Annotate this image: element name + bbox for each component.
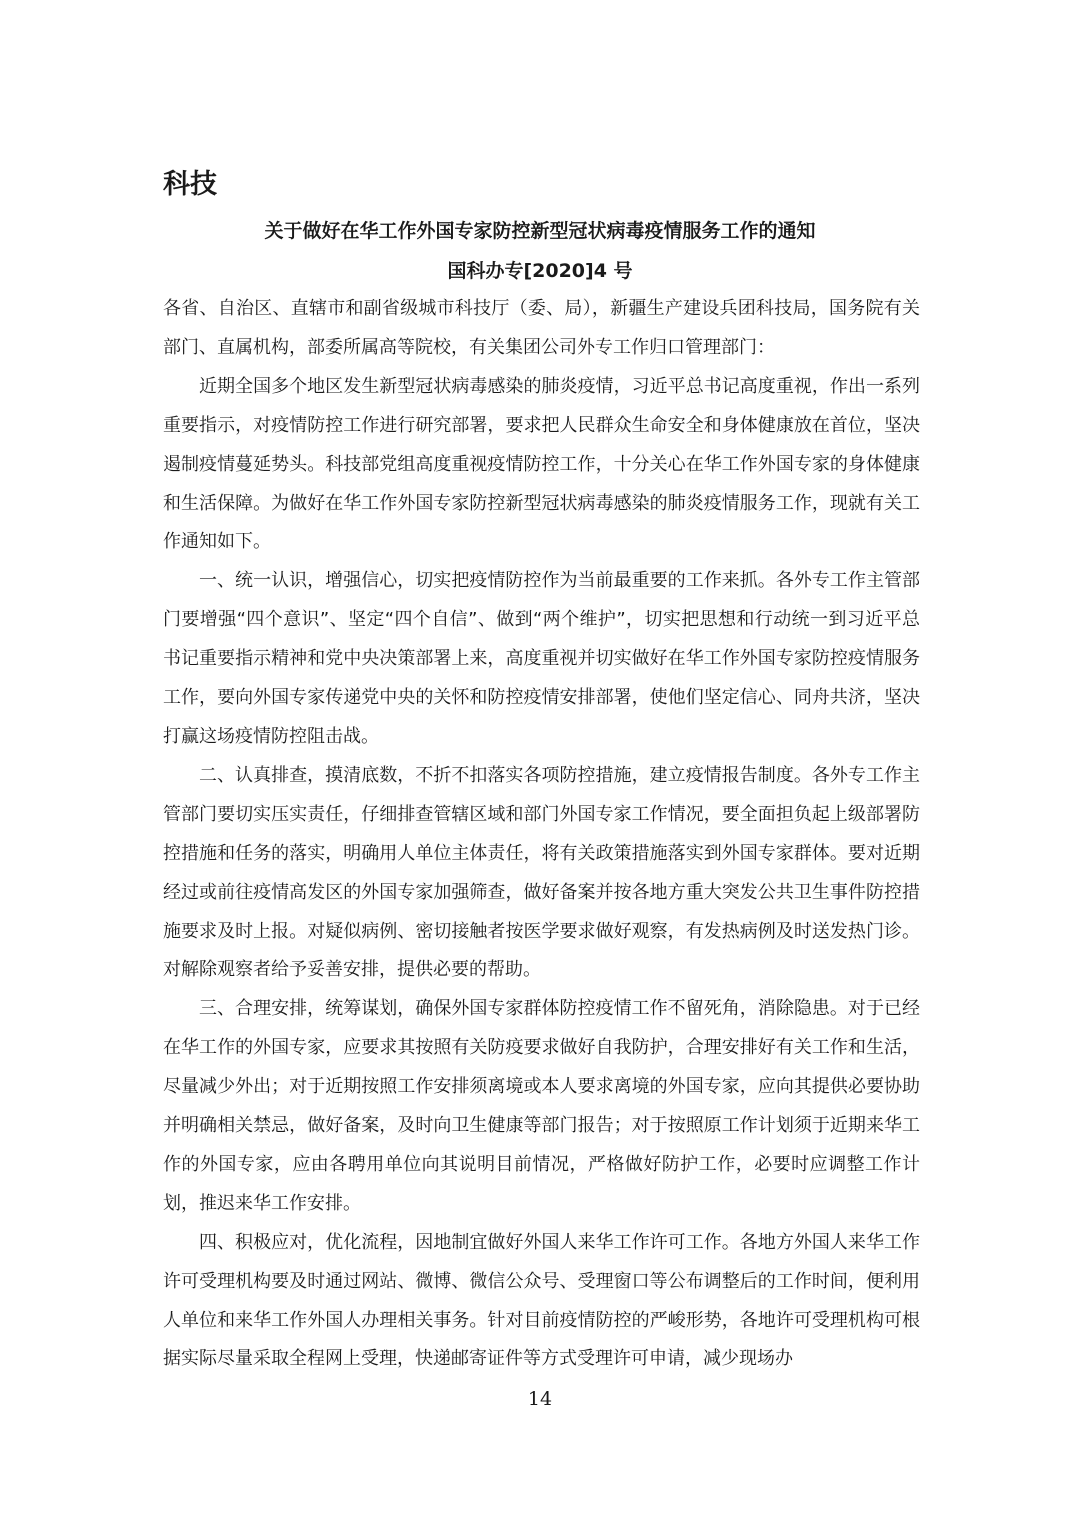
paragraph-item-2: 二、认真排查，摸清底数，不折不扣落实各项防控措施，建立疫情报告制度。各外专工作主管部门要切实压实责任，仔细排查管辖区域和部门外国专家工作情况，要全面担负起上级部署防控措施和任务的落实，明确用人单位主体责任，将有关政策措施落实到外国专家群体。要对近期经过或前往疫情高发区的外国专家加强筛查，做好备案并按各地方重大突发公共卫生事件防控措施要求及时上报。对疑似病例、密切接触者按医学要求做好观察，有发热病例及时送发热门诊。对解除观察者给予妥善安排，提供必要的帮助。 (163, 764, 920, 981)
paragraph-item-4: 四、积极应对，优化流程，因地制宜做好外国人来华工作许可工作。各地方外国人来华工作许可受理机构要及时通过网站、微博、微信公众号、受理窗口等公布调整后的工作时间，便利用人单位和来华工作外国人办理相关事务。针对目前疫情防控的严峻形势，各地许可受理机构可根据实际尽量采取全程网上受理，快递邮寄证件等方式受理许可申请，减少现场办 (163, 1231, 920, 1370)
document-number: 国科办专[2020]4 号 (447, 260, 633, 282)
section-title: 科技 (163, 169, 217, 200)
document-title: 关于做好在华工作外国专家防控新型冠状病毒疫情服务工作的通知 (264, 220, 816, 242)
salutation: 各省、自治区、直辖市和副省级城市科技厅（委、局），新疆生产建设兵团科技局，国务院有关部门、直属机构，部委所属高等院校，有关集团公司外专工作归口管理部门： (163, 298, 920, 358)
document-body (163, 290, 920, 1379)
page-number: 14 (527, 1388, 553, 1410)
paragraph-item-1: 一、统一认识，增强信心，切实把疫情防控作为当前最重要的工作来抓。各外专工作主管部门要增强“四个意识”、坚定“四个自信”、做到“两个维护”，切实把思想和行动统一到习近平总书记重要指示精神和党中央决策部署上来，高度重视并切实做好在华工作外国专家防控疫情服务工作，要向外国专家传递党中央的关怀和防控疫情安排部署，使他们坚定信心、同舟共济，坚决打赢这场疫情防控阻击战。 (163, 570, 920, 747)
paragraph-item-3: 三、合理安排，统筹谋划，确保外国专家群体防控疫情工作不留死角，消除隐患。对于已经在华工作的外国专家，应要求其按照有关防疫要求做好自我防护，合理安排好有关工作和生活，尽量减少外出；对于近期按照工作安排须离境或本人要求离境的外国专家，应向其提供必要协助并明确相关禁忌，做好备案，及时向卫生健康等部门报告；对于按照原工作计划须于近期来华工作的外国专家，应由各聘用单位向其说明目前情况，严格做好防护工作，必要时应调整工作计划，推迟来华工作安排。 (163, 998, 920, 1214)
paragraph-intro: 近期全国多个地区发生新型冠状病毒感染的肺炎疫情，习近平总书记高度重视，作出一系列重要指示，对疫情防控工作进行研究部署，要求把人民群众生命安全和身体健康放在首位，坚决遏制疫情蔓延势头。科技部党组高度重视疫情防控工作，十分关心在华工作外国专家的身体健康和生活保障。为做好在华工作外国专家防控新型冠状病毒感染的肺炎疫情服务工作，现就有关工作通知如下。 (163, 375, 920, 553)
